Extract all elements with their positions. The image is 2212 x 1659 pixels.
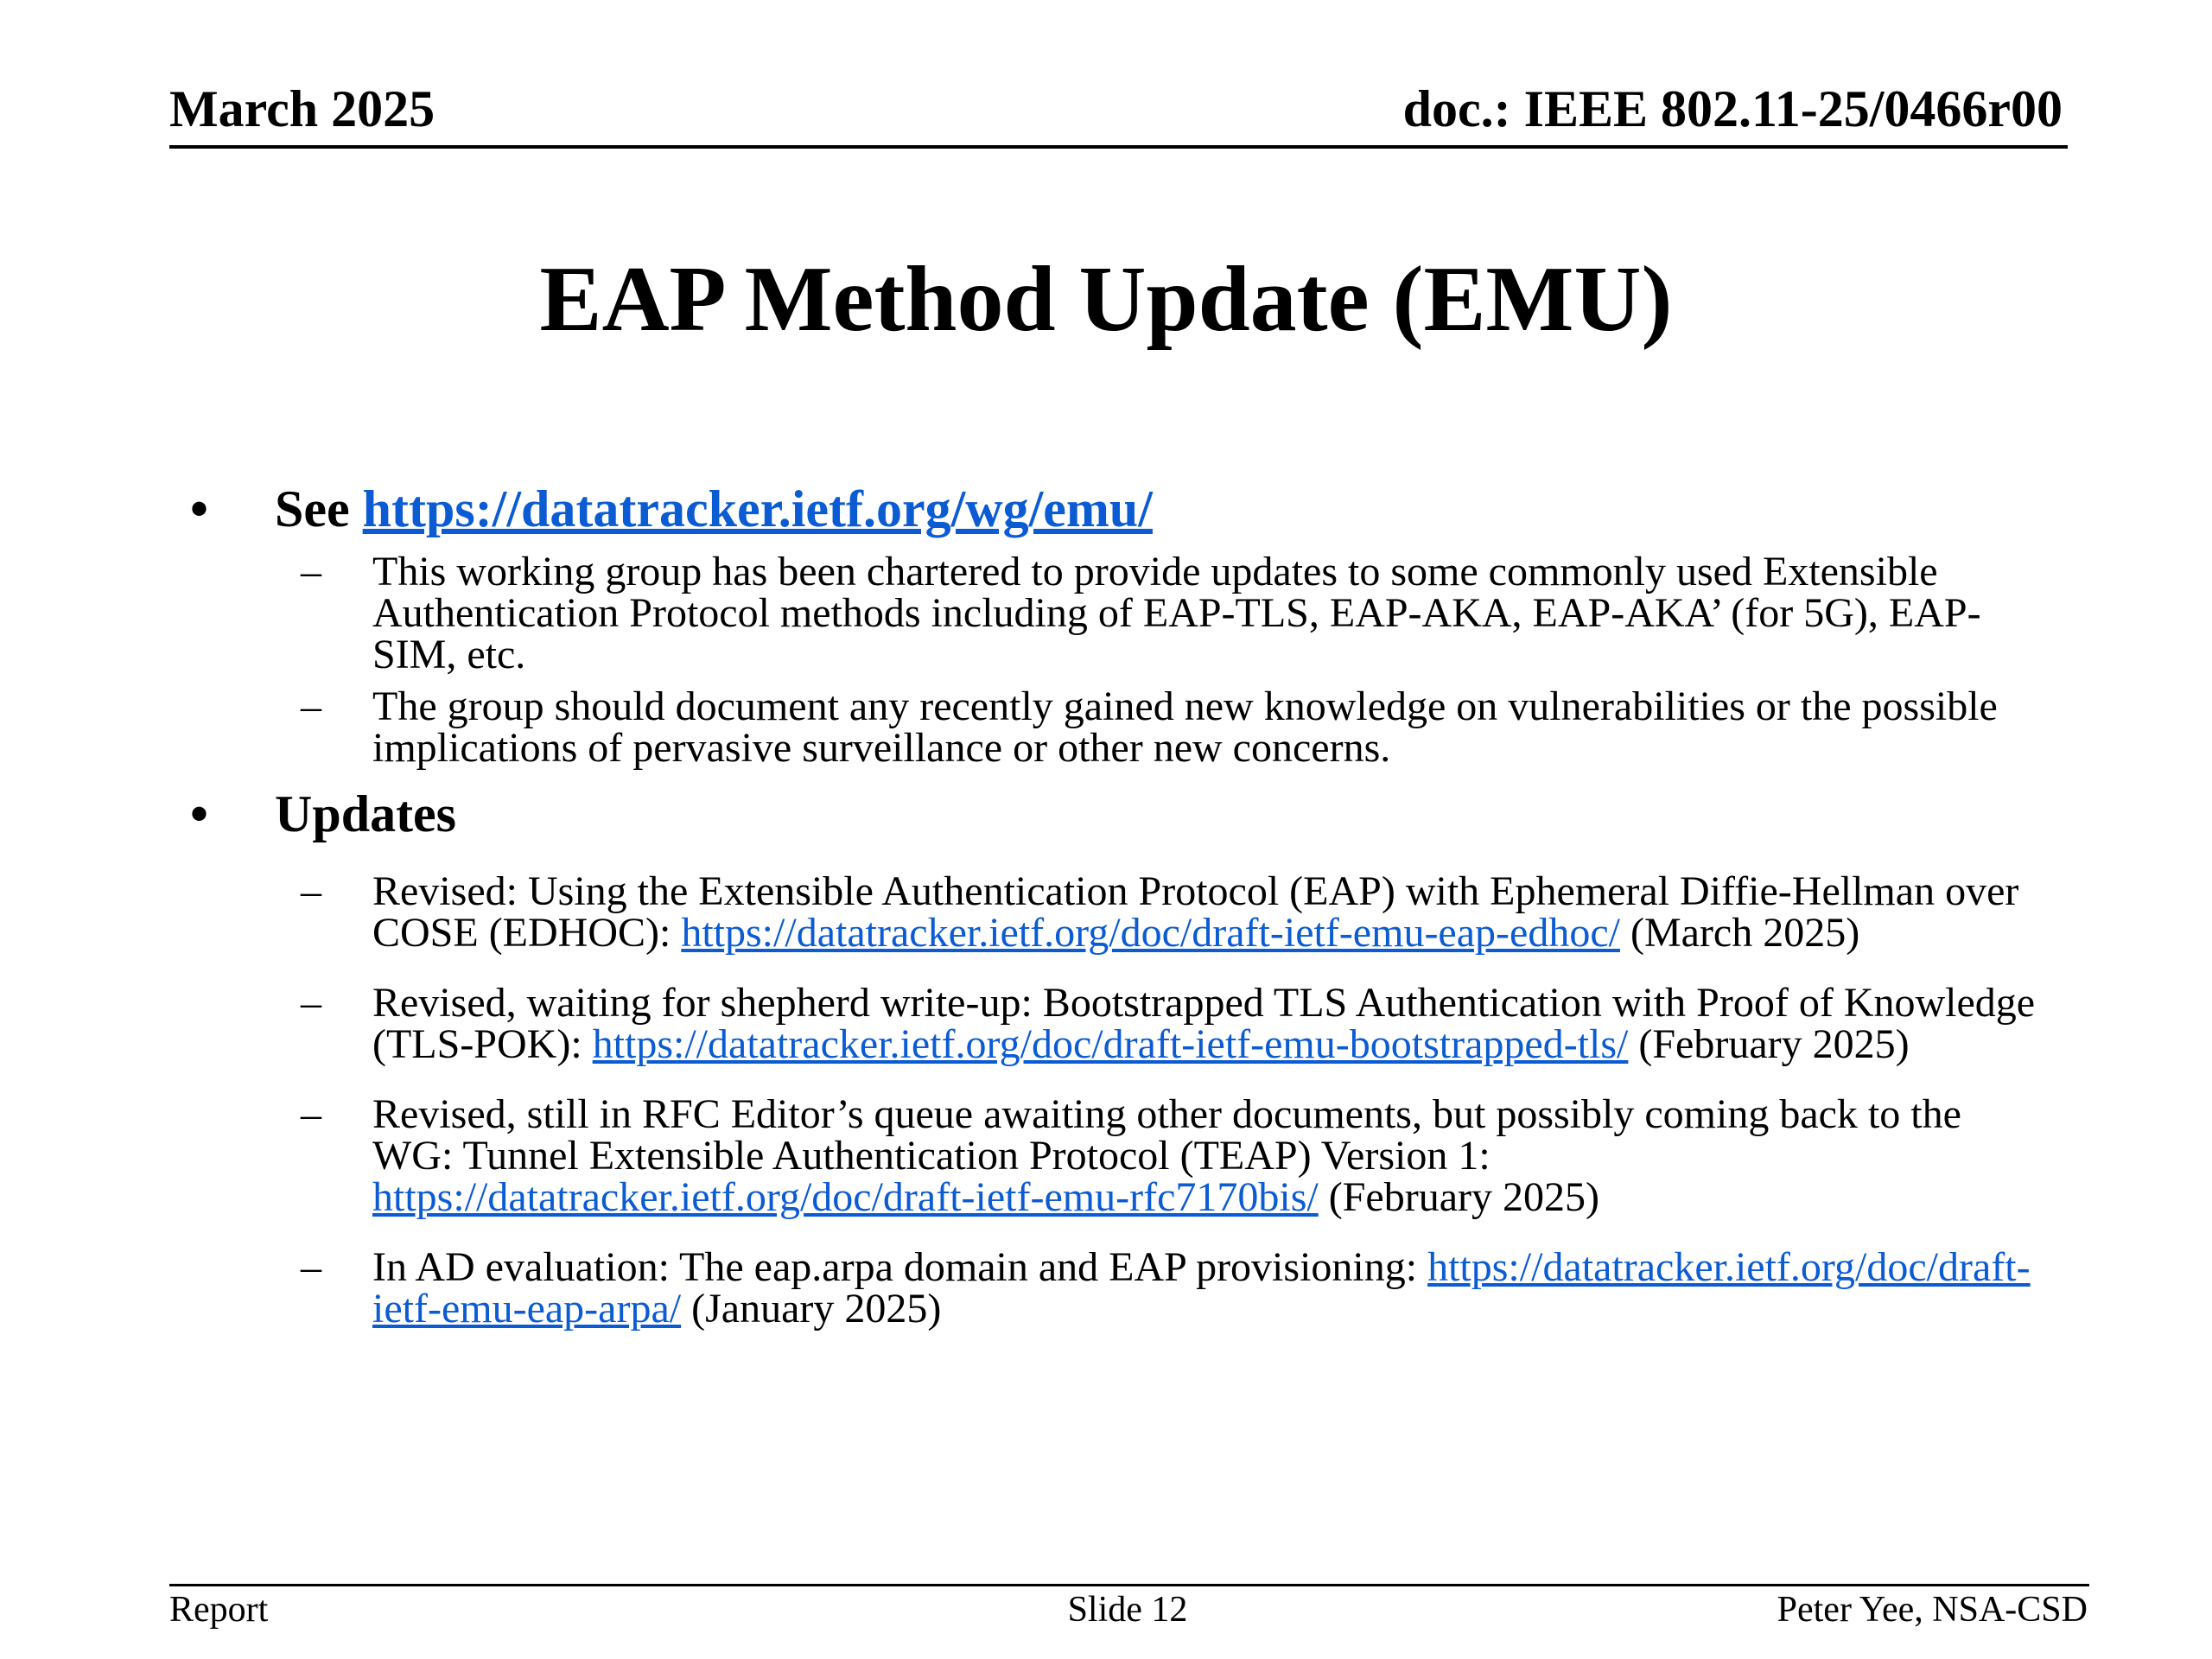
updates-label: Updates xyxy=(275,785,457,842)
header-doc-id: doc.: IEEE 802.11-25/0466r00 xyxy=(1402,80,2063,137)
update-date: (January 2025) xyxy=(681,1286,942,1332)
eap-arpa-draft-link[interactable]: https://datatracker.ietf.org/doc/draft-ietf-emu-eap-arpa/ xyxy=(372,1244,2031,1332)
slide-body xyxy=(0,480,2212,1330)
slide-number: Slide 12 xyxy=(1067,1590,1188,1630)
update-text: Revised, waiting for shepherd write-up: Bootstrapped TLS Authentication with Proof of Knowledge (TLS-POK): xyxy=(372,980,2036,1067)
see-sub-charter xyxy=(0,551,2049,676)
update-text: In AD evaluation: The eap.arpa domain and EAP provisioning: xyxy=(372,1244,1428,1290)
rfc7170bis-draft-link[interactable]: https://datatracker.ietf.org/doc/draft-ietf-emu-rfc7170bis/ xyxy=(372,1174,1319,1220)
charter-text: This working group has been chartered to provide updates to some commonly used Extensible Authentication Protocol methods including of EAP-TLS, EAP-AKA, EAP-AKA’ (for 5G), EAP-SIM, etc. xyxy=(372,549,1981,677)
bootstrapped-tls-draft-link[interactable]: https://datatracker.ietf.org/doc/draft-ietf-emu-bootstrapped-tls/ xyxy=(592,1021,1629,1067)
footer-report: Report xyxy=(169,1590,269,1630)
update-item-edhoc xyxy=(0,868,2049,956)
dash-marker: – xyxy=(301,980,321,1026)
footer-divider xyxy=(169,1584,2089,1586)
see-prefix: See xyxy=(275,480,363,537)
edhoc-draft-link[interactable]: https://datatracker.ietf.org/doc/draft-ietf-emu-eap-edhoc/ xyxy=(681,910,1620,956)
bullet-marker: • xyxy=(190,480,209,537)
dash-marker: – xyxy=(301,1091,321,1137)
header-date: March 2025 xyxy=(169,80,435,137)
bullet-see xyxy=(0,480,2212,539)
bullet-updates xyxy=(0,785,2212,844)
dash-marker: – xyxy=(301,683,321,729)
update-item-teap xyxy=(0,1091,2049,1220)
update-date: (February 2025) xyxy=(1628,1021,1910,1067)
see-sub-document xyxy=(0,683,2049,771)
bullet-marker: • xyxy=(190,785,209,842)
document-text: The group should document any recently gained new knowledge on vulnerabilities or the possible implications of pervasive surveillance or other new concerns. xyxy=(372,683,1998,771)
footer-author: Peter Yee, NSA-CSD xyxy=(1777,1590,2088,1630)
slide-title: EAP Method Update (EMU) xyxy=(539,248,1673,351)
header-divider xyxy=(169,145,2068,149)
update-text: Revised: Using the Extensible Authentication Protocol (EAP) with Ephemeral Diffie-Hellman over COSE (EDHOC): xyxy=(372,868,2019,956)
dash-marker: – xyxy=(301,868,321,914)
update-date: (February 2025) xyxy=(1318,1174,1599,1220)
dash-marker: – xyxy=(301,1244,321,1290)
update-text: Revised, still in RFC Editor’s queue awaiting other documents, but possibly coming back to the WG: Tunnel Extensible Authentication Protocol (TEAP) Version 1: xyxy=(372,1091,1961,1179)
update-date: (March 2025) xyxy=(1619,910,1860,956)
update-item-eap-arpa xyxy=(0,1244,2049,1332)
emu-wg-link[interactable]: https://datatracker.ietf.org/wg/emu/ xyxy=(362,480,1153,537)
dash-marker: – xyxy=(301,549,321,594)
update-item-bootstrapped-tls xyxy=(0,982,2049,1065)
